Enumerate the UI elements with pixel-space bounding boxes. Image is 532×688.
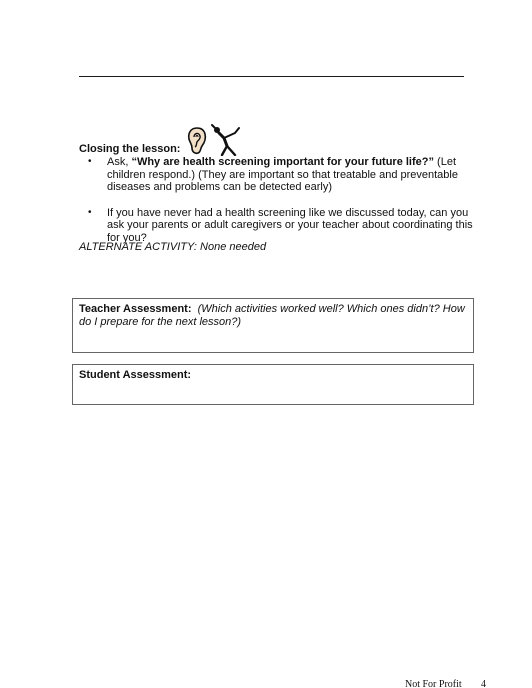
footer-text: Not For Profit xyxy=(405,679,462,688)
closing-bullet-list xyxy=(88,156,488,244)
bullet-icon: • xyxy=(88,156,92,167)
ear-icon xyxy=(186,126,208,156)
bullet-text: Ask, “Why are health screening important for your future life?” (Let children respond.) (They are important so that treatable and preventable diseases and problems can be detected early) xyxy=(107,156,458,193)
teacher-assessment-prompt: (Which activities worked well? Which ones didn’t? How do I prepare for the next lesson?) xyxy=(79,303,465,328)
closing-heading-label: Closing the lesson: xyxy=(79,143,181,155)
teacher-assessment-box[interactable] xyxy=(72,298,474,353)
list-item xyxy=(88,156,488,194)
header-rule xyxy=(79,76,464,77)
teacher-assessment-label: Teacher Assessment: xyxy=(79,303,192,315)
alternate-activity: ALTERNATE ACTIVITY: None needed xyxy=(79,241,267,253)
stretching-figure-icon xyxy=(208,124,242,156)
list-item xyxy=(88,207,488,245)
page-number: 4 xyxy=(481,679,486,688)
bullet-text: If you have never had a health screening like we discussed today, can you ask your parents or adult caregivers or your teacher about coordinating this for you? xyxy=(107,206,473,244)
closing-heading xyxy=(79,124,242,156)
student-assessment-box[interactable] xyxy=(72,364,474,405)
page-footer xyxy=(405,679,525,688)
student-assessment-label: Student Assessment: xyxy=(79,369,192,381)
bullet-icon: • xyxy=(88,206,92,218)
